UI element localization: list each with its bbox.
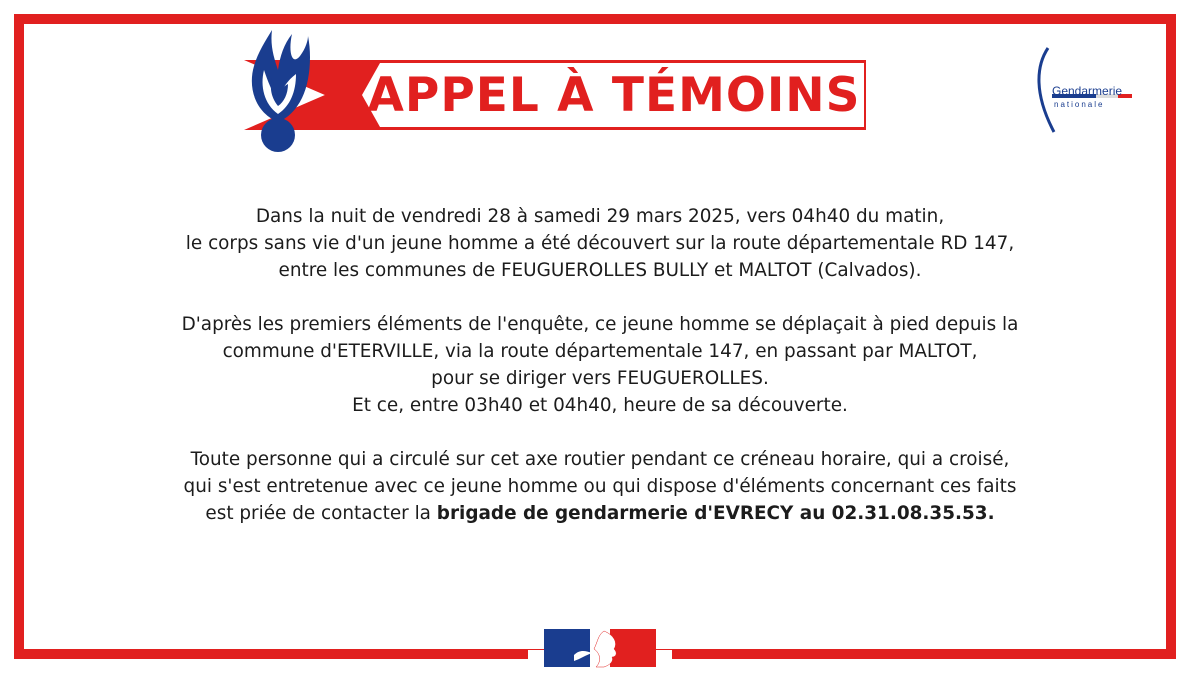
text-line: Toute personne qui a circulé sur cet axe routier pendant ce créneau horaire, qui a croisé,	[190, 449, 1010, 470]
logo-text-nationale: nationale	[1054, 100, 1105, 109]
paragraph-investigation	[80, 311, 1120, 419]
marianne-logo	[544, 627, 656, 669]
text-line: D'après les premiers éléments de l'enquête, ce jeune homme se déplaçait à pied depuis la	[181, 314, 1019, 335]
text-line: qui s'est entretenue avec ce jeune homme ou qui dispose d'éléments concernant ces faits	[183, 476, 1017, 497]
text-line: Dans la nuit de vendredi 28 à samedi 29 mars 2025, vers 04h40 du matin,	[255, 206, 945, 227]
contact-details: brigade de gendarmerie d'EVRECY au 02.31.08.35.53.	[436, 503, 995, 524]
text-line: Et ce, entre 03h40 et 04h40, heure de sa découverte.	[352, 395, 848, 416]
text-line: commune d'ETERVILLE, via la route départementale 147, en passant par MALTOT,	[222, 341, 978, 362]
paragraph-incident	[80, 203, 1120, 284]
text-line: le corps sans vie d'un jeune homme a été découvert sur la route départementale RD 147,	[185, 233, 1015, 254]
text-line: pour se diriger vers FEUGUEROLLES.	[431, 368, 769, 389]
page-title: APPEL À TÉMOINS	[367, 68, 861, 123]
text-line: entre les communes de FEUGUEROLLES BULLY et MALTOT (Calvados).	[278, 260, 922, 281]
gendarmerie-grenade-icon	[240, 26, 316, 154]
appeal-body	[80, 203, 1120, 554]
paragraph-contact	[80, 446, 1120, 527]
contact-prefix: est priée de contacter la	[205, 503, 437, 524]
text-line-last	[80, 500, 1120, 527]
logo-text-gendarmerie: Gendarmerie	[1052, 84, 1123, 98]
